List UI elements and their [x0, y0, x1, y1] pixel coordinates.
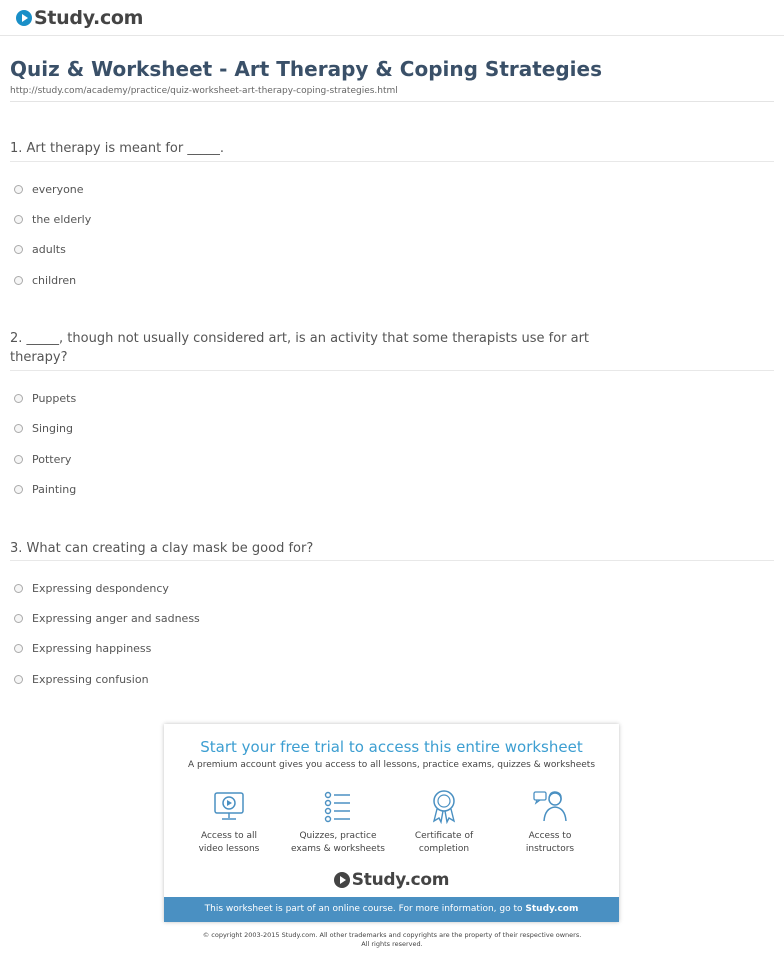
option-label: Painting	[32, 482, 77, 496]
radio-icon[interactable]	[14, 455, 23, 464]
header-divider	[0, 35, 784, 36]
play-logo-icon	[334, 872, 350, 888]
radio-icon[interactable]	[14, 424, 23, 433]
option-label: Singing	[32, 421, 74, 435]
radio-icon[interactable]	[14, 276, 23, 285]
question-3: 3. What can creating a clay mask be good for?	[10, 541, 314, 556]
answer-option[interactable]	[14, 610, 200, 626]
answer-option[interactable]	[14, 181, 84, 197]
radio-icon[interactable]	[14, 394, 23, 403]
option-label: Pottery	[32, 452, 72, 466]
option-label: the elderly	[32, 212, 92, 226]
rights-text: All rights reserved.	[361, 940, 423, 948]
radio-icon[interactable]	[14, 215, 23, 224]
instructor-icon	[532, 788, 568, 824]
page-url: http://study.com/academy/practice/quiz-worksheet-art-therapy-coping-strategies.html	[10, 86, 398, 96]
radio-icon[interactable]	[14, 614, 23, 623]
radio-icon[interactable]	[14, 245, 23, 254]
option-label: Expressing happiness	[32, 641, 152, 655]
answer-option[interactable]	[14, 390, 76, 406]
feature-label: Access to all video lessons	[198, 831, 260, 854]
answer-option[interactable]	[14, 671, 149, 687]
feature-certificate	[389, 788, 499, 856]
option-label: Expressing anger and sadness	[32, 611, 200, 625]
copyright-text: © copyright 2003-2015 Study.com. All other trademarks and copyrights are the property of their respective owners.	[202, 931, 582, 939]
play-logo-icon	[16, 10, 32, 26]
answer-option[interactable]	[14, 241, 66, 257]
option-label: Expressing despondency	[32, 581, 169, 595]
radio-icon[interactable]	[14, 644, 23, 653]
feature-quizzes	[283, 788, 393, 856]
option-label: Puppets	[32, 391, 77, 405]
study-logo[interactable]	[16, 7, 143, 29]
answer-option[interactable]	[14, 272, 76, 288]
feature-instructors	[495, 788, 605, 856]
question-2: 2. _____, though not usually considered art, is an activity that some therapists use for art therapy?	[10, 331, 590, 365]
answer-option[interactable]	[14, 580, 169, 596]
feature-label: Certificate of completion	[414, 831, 474, 854]
title-divider	[10, 101, 774, 102]
radio-icon[interactable]	[14, 185, 23, 194]
logo-text: Study.com	[34, 7, 144, 29]
promo-info-bar	[164, 897, 619, 922]
question-1: 1. Art therapy is meant for _____.	[10, 141, 224, 156]
promo-study-logo[interactable]	[164, 870, 619, 890]
radio-icon[interactable]	[14, 675, 23, 684]
feature-label: Access to instructors	[525, 831, 575, 854]
question-divider	[10, 161, 774, 162]
question-divider	[10, 370, 774, 371]
answer-option[interactable]	[14, 420, 73, 436]
feature-video-lessons	[174, 788, 284, 856]
copyright-footer	[0, 931, 784, 949]
question-divider	[10, 560, 774, 561]
promo-headline[interactable]: Start your free trial to access this entire worksheet	[200, 738, 583, 756]
option-label: Expressing confusion	[32, 672, 149, 686]
answer-option[interactable]	[14, 451, 71, 467]
answer-option[interactable]	[14, 640, 151, 656]
option-label: children	[32, 273, 77, 287]
promo-subtitle: A premium account gives you access to all lessons, practice exams, quizzes & worksheets	[187, 760, 596, 770]
certificate-icon	[426, 788, 462, 824]
promo-bar-text: This worksheet is part of an online course. For more information, go to	[204, 904, 523, 914]
feature-label: Quizzes, practice exams & worksheets	[291, 831, 385, 854]
video-lesson-icon	[211, 788, 247, 824]
radio-icon[interactable]	[14, 584, 23, 593]
answer-option[interactable]	[14, 481, 76, 497]
option-label: adults	[32, 242, 66, 256]
radio-icon[interactable]	[14, 485, 23, 494]
promo-logo-text: Study.com	[351, 870, 450, 890]
checklist-icon	[320, 788, 356, 824]
page-title: Quiz & Worksheet - Art Therapy & Coping Strategies	[10, 57, 603, 81]
premium-promo-box	[164, 724, 619, 922]
option-label: everyone	[32, 182, 84, 196]
promo-bar-link[interactable]: Study.com	[525, 904, 579, 914]
answer-option[interactable]	[14, 211, 91, 227]
